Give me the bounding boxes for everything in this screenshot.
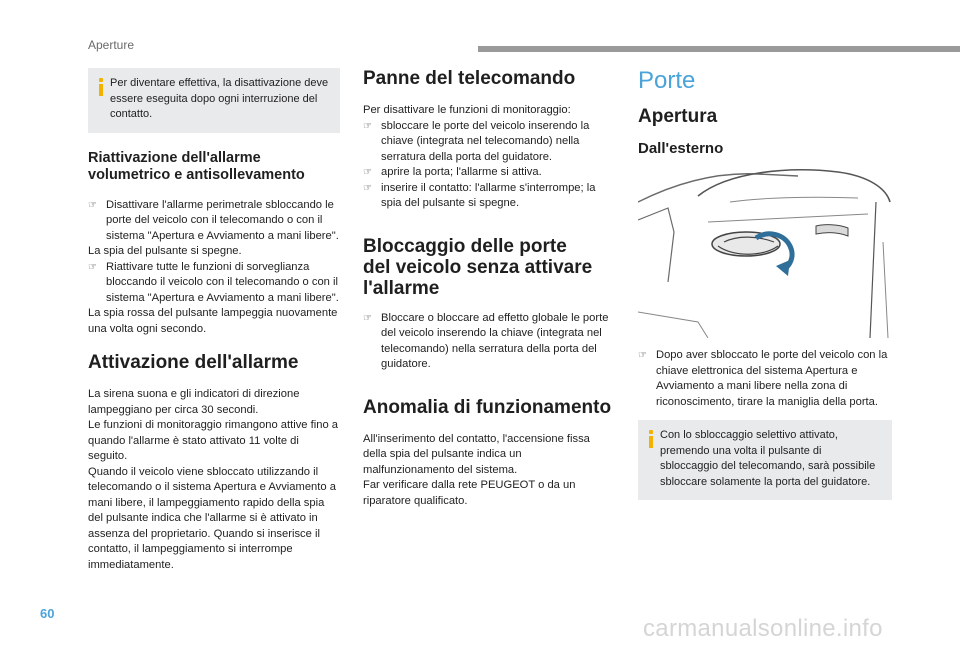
list-item [363,181,613,212]
esterno-heading: Dall'esterno [638,140,724,157]
heading-line: volumetrico e antisollevamento [88,166,305,183]
pointing-hand-icon: ☞ [638,350,647,361]
pointing-hand-icon: ☞ [363,167,372,178]
pointing-hand-icon: ☞ [363,312,372,324]
list-item [363,165,613,181]
info-note [88,68,340,133]
list-item-text: Riattivare tutte le funzioni di sorveglianza bloccando il veicolo con il telecomando o con il sistema "Apertura e Avviamento a mani libere". [106,260,339,304]
info-note-text: Con lo sbloccaggio selettivo attivato, premendo una volta il pulsante di sbloccaggio del telecomando, sarà possibile sbloccare solamente la porta del guidatore. [660,429,876,488]
pointing-hand-icon: ☞ [88,261,97,273]
heading-line: del veicolo senza attivare [363,256,593,278]
bloccaggio-heading [363,236,613,299]
heading-line: Riattivazione dell'allarme [88,149,261,166]
paragraph: La spia rossa del pulsante lampeggia nuovamente una volta ogni secondo. [88,307,338,335]
paragraph: Quando il veicolo viene sbloccato utilizzando il telecomando o il sistema Apertura e Avviamento a mani libere, il lampeggiamento rapido della spia del pulsante indica che l'allarme si è attivato in assenza del proprietario. Quando si inserisce il contatto, il lampeggiamento si interrompe immediatamente. [88,465,336,571]
column-right [638,68,892,157]
column-middle [363,68,613,509]
list-item [363,311,613,373]
list-item-text: Disattivare l'allarme perimetrale sbloccando le porte del veicolo con il telecomando o con il sistema "Apertura e Avviamento a mani libere". [106,198,339,242]
heading-line: Bloccaggio delle porte [363,235,567,257]
page-number: 60 [40,606,55,621]
info-note-text: Per diventare effettiva, la disattivazione deve essere eseguita dopo ogni interruzione del contatto. [110,77,329,120]
heading-line: l'allarme [363,277,440,299]
column-left [88,68,340,573]
pointing-hand-icon: ☞ [88,199,97,211]
list-item [363,119,613,166]
apertura-heading: Apertura [638,106,718,127]
paragraph: Le funzioni di monitoraggio rimangono attive fino a quando l'allarme è stato attivato 11 volte di seguito. [88,419,339,462]
list-item-text: Bloccare o bloccare ad effetto globale le porte del veicolo inserendo la chiave (integrata nel telecomando) nella serratura della porta del guidatore. [381,311,609,370]
list-item [88,198,340,245]
paragraph: La sirena suona e gli indicatori di direzione lampeggiano per circa 30 secondi. [88,388,300,416]
pointing-hand-icon: ☞ [363,120,372,132]
list-item [638,348,892,410]
list-item [88,260,340,307]
door-handle-illustration [638,162,892,338]
watermark: carmanualsonline.info [643,615,883,642]
list-item-text: inserire il contatto: l'allarme s'interrompe; la spia del pulsante si spegne. [381,181,596,209]
paragraph: All'inserimento del contatto, l'accensione fissa della spia del pulsante indica un malfunzionamento del sistema. [363,432,590,476]
list-item-text: sbloccare le porte del veicolo inserendo la chiave (integrata nel telecomando) nella serratura della porta del guidatore. [381,119,590,163]
info-icon [95,78,107,96]
header-bar [478,46,960,52]
riattivazione-heading [88,150,340,184]
column-right-bottom [638,348,892,500]
list-item-text: aprire la porta; l'allarme si attiva. [381,166,542,178]
header-label: Aperture [88,38,135,52]
list-item-text: Dopo aver sbloccato le porte del veicolo con la chiave elettronica del sistema Apertura e Avviamento a mani libere nella zona di riconoscimento, tirare la maniglia della porta. [656,349,888,408]
paragraph: Far verificare dalla rete PEUGEOT o da un riparatore qualificato. [363,479,576,507]
info-icon [645,430,657,448]
pointing-hand-icon: ☞ [363,182,372,194]
paragraph: Per disattivare le funzioni di monitoraggio: [363,104,571,116]
info-note [638,420,892,500]
porte-heading: Porte [638,67,696,94]
panne-heading: Panne del telecomando [363,68,576,89]
paragraph: La spia del pulsante si spegne. [88,245,242,257]
attivazione-heading: Attivazione dell'allarme [88,352,299,373]
anomalia-heading: Anomalia di funzionamento [363,396,612,418]
